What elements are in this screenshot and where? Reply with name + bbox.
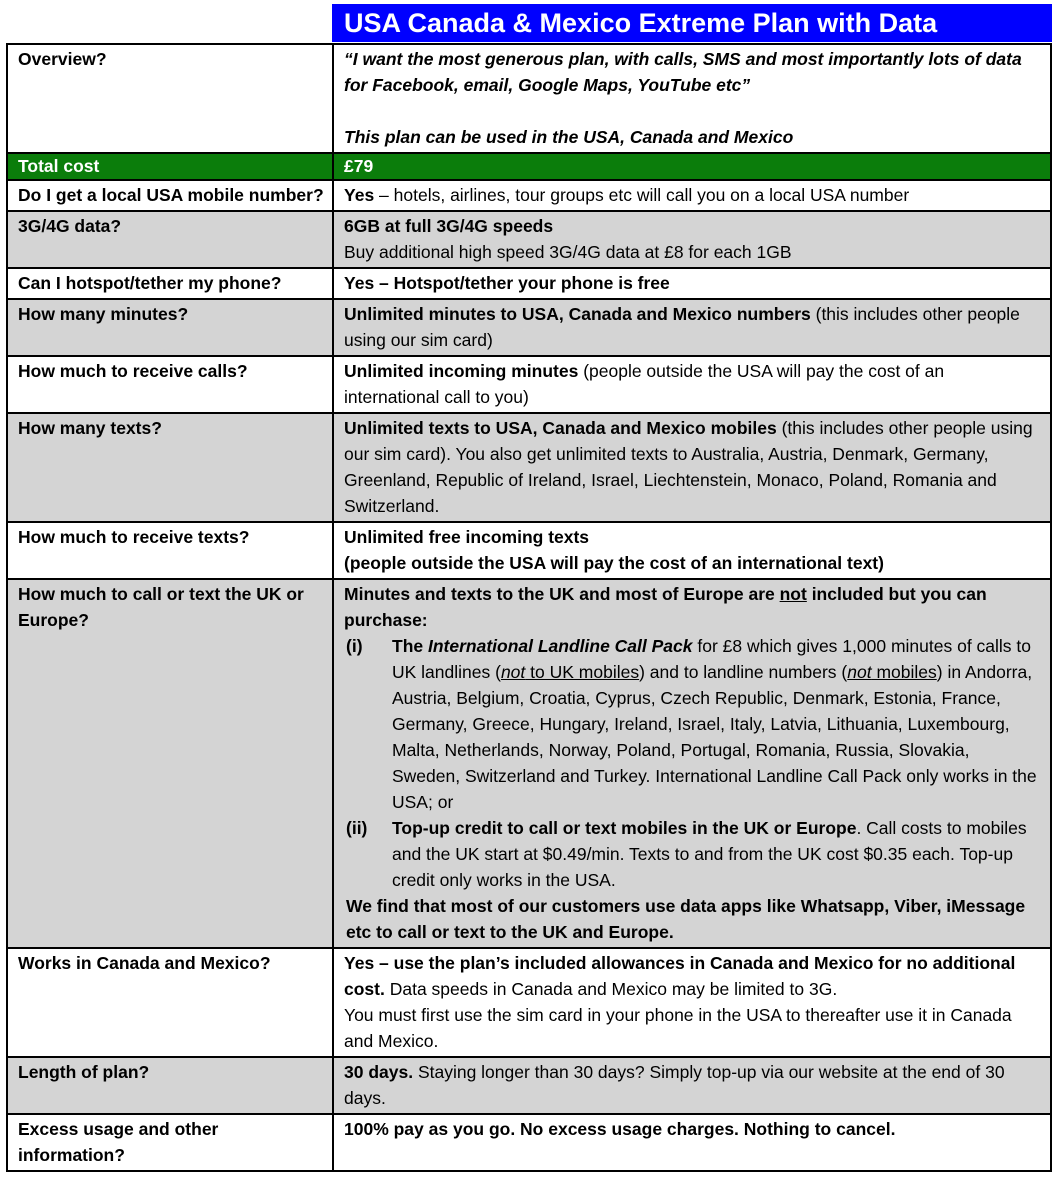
table-row-hotspot (7, 268, 1051, 299)
row-value: Unlimited texts to USA, Canada and Mexico mobiles (this includes other people using our sim card). You also get unlimited texts to Australia, Austria, Denmark, Germany, Greenland, Republic of Ireland, Israel, Liechtenstein, Monaco, Poland, Romania and Switzerland. (333, 413, 1051, 522)
plan-table (6, 43, 1052, 1172)
row-label: Do I get a local USA mobile number? (7, 180, 333, 211)
table-row-total (7, 153, 1051, 180)
table-row-excess (7, 1114, 1051, 1171)
row-label: Length of plan? (7, 1057, 333, 1114)
row-label: 3G/4G data? (7, 211, 333, 268)
row-value: Yes – hotels, airlines, tour groups etc will call you on a local USA number (333, 180, 1051, 211)
table-row-uk-europe (7, 579, 1051, 948)
row-value: Unlimited free incoming texts (people outside the USA will pay the cost of an international text) (333, 522, 1051, 579)
row-label: How many texts? (7, 413, 333, 522)
row-label: Overview? (7, 44, 333, 153)
row-label: Can I hotspot/tether my phone? (7, 268, 333, 299)
table-row-minutes (7, 299, 1051, 356)
overview-quote: “I want the most generous plan, with calls, SMS and most importantly lots of data for Facebook, email, Google Maps, YouTube etc” (344, 49, 1022, 95)
row-value: 6GB at full 3G/4G speeds Buy additional high speed 3G/4G data at £8 for each 1GB (333, 211, 1051, 268)
row-value: 30 days. Staying longer than 30 days? Simply top-up via our website at the end of 30 days. (333, 1057, 1051, 1114)
table-row-receive-texts (7, 522, 1051, 579)
row-label: Excess usage and other information? (7, 1114, 333, 1171)
table-row-local-number (7, 180, 1051, 211)
table-row-texts (7, 413, 1051, 522)
overview-note: This plan can be used in the USA, Canada and Mexico (344, 127, 794, 147)
table-row-length (7, 1057, 1051, 1114)
row-value: Minutes and texts to the UK and most of Europe are not included but you can purchase: (i) The International Landline Call Pack for £8 which gives 1,000 minutes of calls to UK landlines (not to UK mobiles) and to landline numbers (not mobiles) in Andorra, Austria, Belgium, Croatia, Cyprus, Czech Republic, Denmark, Estonia, France, Germany, Greece, Hungary, Ireland, Israel, Italy, Latvia, Lithuania, Luxembourg, Malta, Netherlands, Norway, Poland, Portugal, Romania, Russia, Slovakia, Sweden, Switzerland and Turkey. International Landline Call Pack only works in the USA; or (ii) Top-up credit to call or text mobiles in the UK or Europe. Call costs to mobiles and the UK start at $0.49/min. Texts to and from the UK cost $0.35 each. Top-up credit only works in the USA. We find that most of our customers use data apps like Whatsapp, Viber, iMessage etc to call or text to the UK and Europe. (333, 579, 1051, 948)
row-value: Yes – Hotspot/tether your phone is free (333, 268, 1051, 299)
table-row-data (7, 211, 1051, 268)
table-row-receive-calls (7, 356, 1051, 413)
row-label: How much to receive texts? (7, 522, 333, 579)
row-value: 100% pay as you go. No excess usage charges. Nothing to cancel. (333, 1114, 1051, 1171)
row-label: How much to receive calls? (7, 356, 333, 413)
page-title: USA Canada & Mexico Extreme Plan with Data (332, 4, 1052, 42)
row-value: Unlimited minutes to USA, Canada and Mexico numbers (this includes other people using our sim card) (333, 299, 1051, 356)
row-value: Yes – use the plan’s included allowances in Canada and Mexico for no additional cost. Data speeds in Canada and Mexico may be limited to 3G. You must first use the sim card in your phone in the USA to thereafter use it in Canada and Mexico. (333, 948, 1051, 1057)
table-row-canada-mexico (7, 948, 1051, 1057)
row-label: Total cost (7, 153, 333, 180)
row-label: How much to call or text the UK or Europe? (7, 579, 333, 948)
total-cost-value: £79 (333, 153, 1051, 180)
row-label: Works in Canada and Mexico? (7, 948, 333, 1057)
row-value (333, 44, 1051, 153)
option-1: (i) The International Landline Call Pack for £8 which gives 1,000 minutes of calls to UK landlines (not to UK mobiles) and to landline numbers (not mobiles) in Andorra, Austria, Belgium, Croatia, Cyprus, Czech Republic, Denmark, Estonia, France, Germany, Greece, Hungary, Ireland, Israel, Italy, Latvia, Lithuania, Luxembourg, Malta, Netherlands, Norway, Poland, Portugal, Romania, Russia, Slovakia, Sweden, Switzerland and Turkey. International Landline Call Pack only works in the USA; or (346, 636, 1037, 812)
uk-europe-footer: We find that most of our customers use data apps like Whatsapp, Viber, iMessage etc to call or text to the UK and Europe. (346, 896, 1026, 942)
option-2: (ii) Top-up credit to call or text mobiles in the UK or Europe. Call costs to mobiles and the UK start at $0.49/min. Texts to and from the UK cost $0.35 each. Top-up credit only works in the USA. (346, 818, 1027, 890)
row-label: How many minutes? (7, 299, 333, 356)
table-row-overview (7, 44, 1051, 153)
row-value: Unlimited incoming minutes (people outside the USA will pay the cost of an international call to you) (333, 356, 1051, 413)
